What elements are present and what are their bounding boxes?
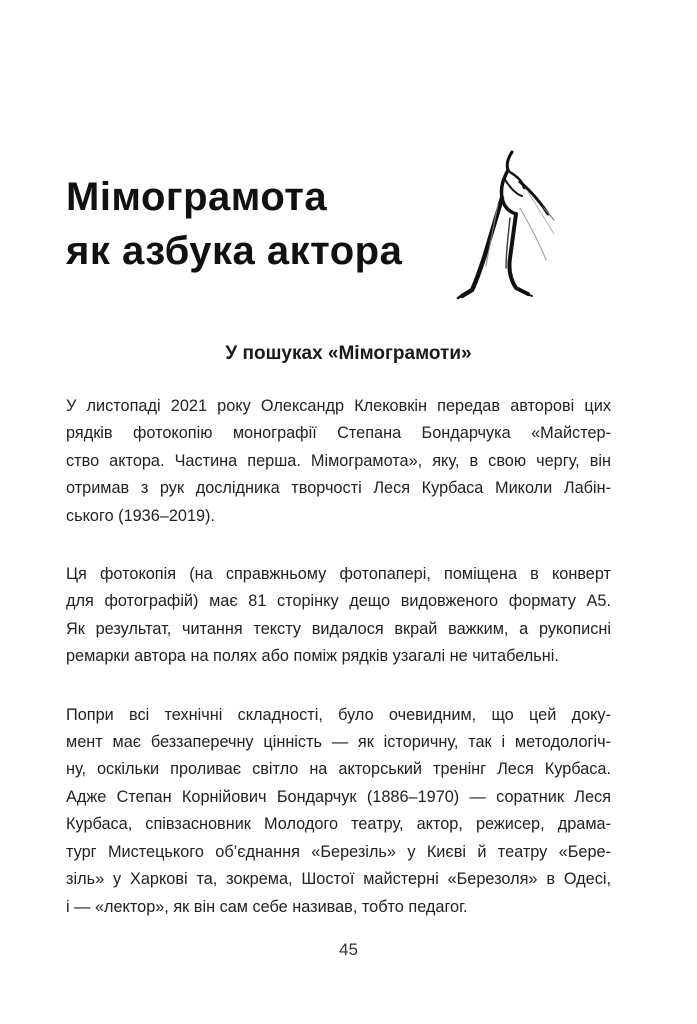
text-line: рядків фотокопію монографії Степана Бондарчука «Майстер- xyxy=(66,424,611,443)
text-line: Адже Степан Корнійович Бондарчук (1886–1970) — соратник Леся xyxy=(66,787,611,806)
chapter-title-line-2: як азбука актора xyxy=(66,229,403,273)
text-line: мент має беззаперечну цінність — як історичну, так і методологіч- xyxy=(66,733,611,752)
text-line: ство актора. Частина перша. Мімограмота», яку, в свою чергу, він xyxy=(66,451,611,470)
chapter-title-line-1: Мімограмота xyxy=(66,175,328,219)
text-line: У листопаді 2021 року Олександр Клековкін передав авторові цих xyxy=(66,397,611,415)
text-line: Курбаса, співзасновник Молодого театру, актор, режисер, драма- xyxy=(66,815,611,834)
page-number: 45 xyxy=(339,940,358,959)
text-line: ремарки автора на полях або поміж рядків узагалі не читабельні. xyxy=(66,647,559,666)
sketched-human-figure-icon xyxy=(450,148,570,303)
text-line: Як результат, читання тексту видалося вкрай важким, а рукописні xyxy=(66,619,611,638)
paragraph-2 xyxy=(66,561,611,671)
text-line: отримав з рук дослідника творчості Леся Курбаса Миколи Лабін- xyxy=(66,479,611,498)
chapter-title xyxy=(66,170,402,278)
text-line: Попри всі технічні складності, було очевидним, що цей доку- xyxy=(66,705,611,724)
text-line: тург Мистецького об’єднання «Березіль» у Києві й театру «Бере- xyxy=(66,842,611,861)
paragraph-3 xyxy=(66,702,611,921)
section-heading: У пошуках «Мімограмоти» xyxy=(225,343,472,364)
text-line: зіль» у Харкові та, зокрема, Шостої майстерні «Березоля» в Одесі, xyxy=(66,870,611,889)
text-line: і — «лектор», як він сам себе називав, тобто педагог. xyxy=(66,897,468,916)
text-line: ну, оскільки проливає світло на акторський тренінг Леся Курбаса. xyxy=(66,760,611,779)
body-text xyxy=(66,393,611,952)
text-line: Ця фотокопія (на справжньому фотопапері, поміщена в конверт xyxy=(66,565,611,584)
text-line: ського (1936–2019). xyxy=(66,506,216,525)
text-line: для фотографій) має 81 сторінку дещо видовженого формату А5. xyxy=(66,592,611,611)
paragraph-1 xyxy=(66,393,611,530)
